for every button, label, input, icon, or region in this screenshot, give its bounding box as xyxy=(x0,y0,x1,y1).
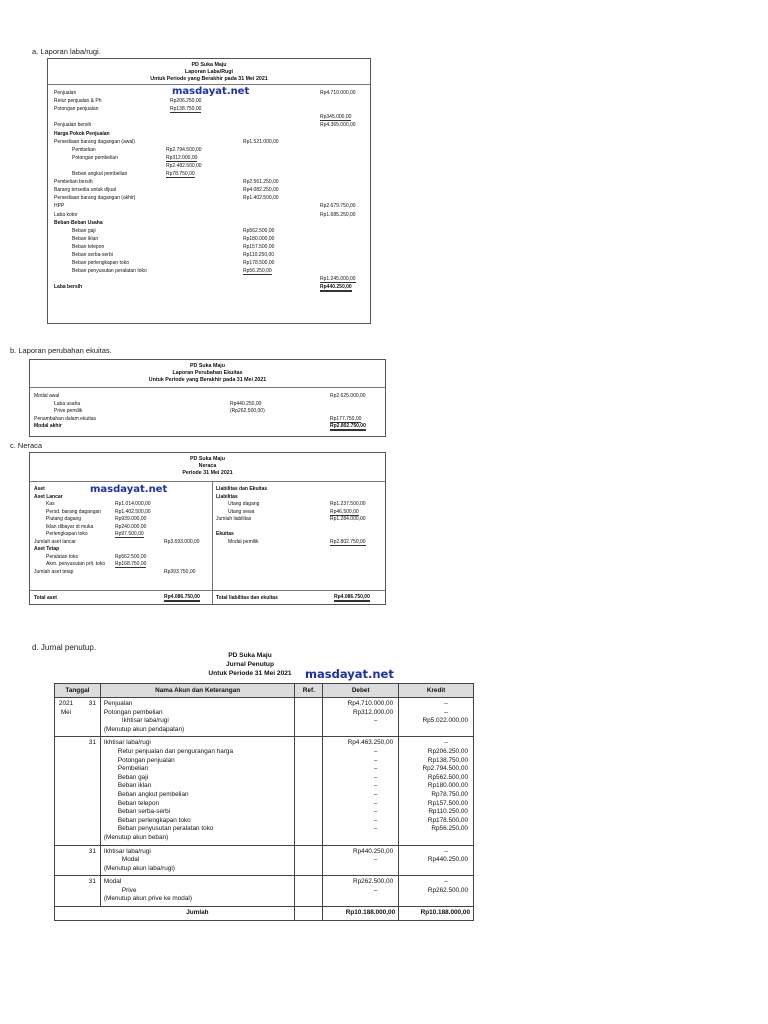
journal-account-line: Beban angkut pembelian xyxy=(117,790,189,798)
income-row-amount: Rp2.561.250,00 xyxy=(243,179,279,186)
journal-kredit-cell xyxy=(399,737,474,845)
report-title: Laporan Perubahan Ekuitas xyxy=(172,370,243,377)
company-name: PD Suka Maju xyxy=(228,652,272,659)
journal-account-line: Beban perlengkapan toko xyxy=(117,816,191,824)
journal-account-line: Beban gaji xyxy=(117,773,149,781)
income-row-label: Pembelian bersih xyxy=(54,179,93,186)
col-ref: Ref. xyxy=(295,684,323,698)
income-row-label: Persediaan barang dagangan (akhir) xyxy=(54,195,136,202)
income-row-amount: Rp56.250,00 xyxy=(243,268,272,275)
journal-kredit-value: Rp262.500,00 xyxy=(427,886,468,894)
equity-row-label: Prive pemilik xyxy=(54,408,83,414)
journal-period: Untuk Periode 31 Mei 2021 xyxy=(208,669,292,677)
journal-account-cell xyxy=(100,845,295,876)
journal-account-cell xyxy=(100,698,295,737)
balance-liability-label: Liabilitas xyxy=(216,493,238,500)
income-row-amount: Rp1.245.000,00 xyxy=(320,276,356,283)
watermark: masdayat.net xyxy=(172,86,250,97)
journal-kredit-cell xyxy=(399,698,474,737)
equity-row-amount: Rp177.750,00 xyxy=(330,415,362,422)
closing-journal-table xyxy=(54,683,474,921)
balance-asset-label: Jumlah aset tetap xyxy=(34,568,74,575)
income-statement xyxy=(47,58,371,324)
income-row-amount: Rp440.250,00 xyxy=(320,284,352,291)
journal-debet-value: Rp4.710.000,00 xyxy=(347,700,394,707)
journal-debet-value: – xyxy=(373,782,378,790)
balance-asset-label: Kas xyxy=(46,501,55,507)
balance-liability-label: Ekuitas xyxy=(216,531,234,537)
journal-account-line: Ikhtisar laba/rugi xyxy=(103,739,151,747)
watermark: masdayat.net xyxy=(90,484,168,495)
balance-liability-amount: Rp2.802.750,00 xyxy=(330,538,366,545)
report-title: Neraca xyxy=(198,463,217,470)
journal-account-line: (Menutup akun laba/rugi) xyxy=(103,864,175,872)
journal-entry-row xyxy=(55,845,474,876)
equity-row-label: Penambahan dalam ekuitas xyxy=(34,415,96,422)
journal-day: 31 xyxy=(88,700,96,707)
income-row-label: Beban gaji xyxy=(72,227,96,234)
journal-kredit-value: Rp138.750,00 xyxy=(427,756,468,764)
journal-entry-row xyxy=(55,698,474,737)
equity-row-label: Modal awal xyxy=(34,393,60,399)
income-row-amount: Rp138.750,00 xyxy=(170,106,202,113)
balance-asset-label: Iklan dibayar di muka xyxy=(46,523,94,530)
total-liabilities-equity-value: Rp4.086.750,00 xyxy=(334,594,370,600)
journal-entry-row xyxy=(55,876,474,907)
journal-debet-value: Rp4.463.250,00 xyxy=(347,739,394,747)
journal-debet-value: – xyxy=(373,717,378,725)
balance-liability-label: Utang dagang xyxy=(228,501,260,507)
journal-total-kredit: Rp10.188.000,00 xyxy=(399,907,474,921)
income-row-label: Potongan pembelian xyxy=(72,154,118,161)
journal-total-label: Jumlah xyxy=(100,907,295,921)
income-row-amount: Rp157.500,00 xyxy=(243,243,275,250)
total-assets-label: Total aset xyxy=(34,595,57,601)
balance-asset-label: Perlengkapan toko xyxy=(46,531,88,537)
company-name: PD Suka Maju xyxy=(191,62,227,68)
journal-day: 31 xyxy=(88,878,96,886)
balance-asset-amount: Rp562.500,00 xyxy=(115,553,147,560)
journal-debet-value: – xyxy=(373,856,378,864)
journal-account-line: Ikhtisar laba/rugi xyxy=(103,847,151,855)
section-a-label: a. Laporan laba/rugi. xyxy=(32,47,101,56)
income-row-amount: Rp1.402.500,00 xyxy=(243,195,279,202)
income-row-amount: Rp312.000,00 xyxy=(166,154,198,161)
journal-date-cell xyxy=(55,698,101,737)
journal-debet-value xyxy=(328,865,393,874)
journal-kredit-cell xyxy=(399,845,474,876)
journal-account-line: Beban telepon xyxy=(117,799,160,807)
balance-asset-label: Piutang dagang xyxy=(46,516,82,522)
journal-account-cell xyxy=(100,737,295,845)
balance-asset-total: Rp393.750,00 xyxy=(164,568,196,575)
income-row-label: Beban angkut pembelian xyxy=(72,171,128,177)
balance-asset-label: Aset xyxy=(34,486,45,492)
journal-kredit-value xyxy=(404,865,468,874)
journal-debet-value: Rp440.250,00 xyxy=(352,847,394,855)
income-statement-header xyxy=(48,62,370,84)
income-row-label: Beban telepon xyxy=(72,243,105,250)
total-assets-value: Rp4.086.750,00 xyxy=(164,594,200,600)
report-period: Periode 31 Mei 2021 xyxy=(182,470,233,477)
equity-row-amount: Rp2.802.750,00 xyxy=(330,423,366,429)
report-period: Untuk Periode yang Berakhir pada 31 Mei 2021 xyxy=(150,76,268,83)
income-row-label: HPP xyxy=(54,203,65,210)
journal-debet-cell xyxy=(323,845,399,876)
equity-row-label: Laba usaha xyxy=(54,400,81,407)
income-row-label: Barang tersedia untuk dijual xyxy=(54,187,116,194)
total-liabilities-equity-label: Total liabilitas dan ekuitas xyxy=(216,595,278,601)
journal-account-cell xyxy=(100,876,295,907)
balance-asset-label: Aset Tetap xyxy=(34,546,60,552)
journal-kredit-value xyxy=(404,834,468,843)
journal-kredit-value: Rp56.250,00 xyxy=(431,825,468,833)
section-b-label: b. Laporan perubahan ekuitas. xyxy=(10,346,112,355)
journal-account-line: Beban serba-serbi xyxy=(117,808,171,816)
journal-debet-value: – xyxy=(373,773,378,781)
journal-debet-value: – xyxy=(373,756,378,764)
balance-asset-label: Akm. penyusutan prlt. toko xyxy=(46,561,106,567)
journal-account-line: Retur penjualan dan pengurangan harga xyxy=(117,747,234,755)
journal-debet-value: – xyxy=(373,799,378,807)
journal-debet-value: Rp262.500,00 xyxy=(352,878,394,886)
income-row-label: Beban perlengkapan toko xyxy=(72,260,129,267)
balance-sheet-header xyxy=(30,456,385,478)
watermark: masdayat.net xyxy=(305,667,394,681)
journal-debet-cell xyxy=(323,737,399,845)
journal-ref-cell xyxy=(295,845,323,876)
journal-debet-cell xyxy=(323,876,399,907)
equity-row-amount: Rp440.250,00 xyxy=(230,400,262,407)
income-row-amount: Rp1.685.250,00 xyxy=(320,211,356,218)
income-row-label: Penjualan xyxy=(54,90,77,96)
col-debet: Debet xyxy=(323,684,399,698)
balance-liability-amount: Rp1.284.000,00 xyxy=(330,516,366,522)
journal-day: 31 xyxy=(88,739,96,747)
journal-account-line: Pembelian xyxy=(117,765,149,773)
journal-kredit-value: Rp178.500,00 xyxy=(427,816,468,824)
journal-ref-cell xyxy=(295,698,323,737)
journal-ref-cell xyxy=(295,737,323,845)
income-row-amount: Rp78.750,00 xyxy=(166,171,195,177)
journal-month: Mei xyxy=(60,708,72,716)
journal-account-line: Potongan pembelian xyxy=(103,708,163,716)
income-row-amount: Rp110.250,00 xyxy=(243,252,275,258)
journal-account-line: Beban iklan xyxy=(117,782,152,790)
col-tanggal: Tanggal xyxy=(55,684,101,698)
balance-liability-label: Modal pemilik xyxy=(228,538,259,545)
balance-asset-label: Aset Lancar xyxy=(34,493,63,500)
journal-debet-value xyxy=(328,726,393,735)
journal-debet-value: – xyxy=(373,886,378,894)
journal-day: 31 xyxy=(88,847,96,855)
journal-debet-value: – xyxy=(373,808,378,816)
journal-date-cell xyxy=(55,845,101,876)
income-row-label: Beban serba-serbi xyxy=(72,252,113,258)
income-row-label: Potongan penjualan xyxy=(54,106,99,113)
company-name: PD Suka Maju xyxy=(189,363,226,369)
journal-kredit-value: – xyxy=(444,708,448,716)
income-row-amount: Rp4.082.250,00 xyxy=(243,187,279,194)
journal-account-line: Penjualan xyxy=(103,700,133,707)
equity-statement xyxy=(29,359,386,437)
income-row-amount: Rp180.000,00 xyxy=(243,235,275,242)
journal-kredit-value: – xyxy=(444,878,448,886)
journal-account-line: Beban penyusutan peralatan toko xyxy=(117,825,214,833)
journal-kredit-value: Rp440.250,00 xyxy=(427,856,468,864)
income-row-amount: Rp562.500,00 xyxy=(243,227,275,234)
balance-asset-amount: Rp97.500,00 xyxy=(115,531,144,537)
income-row-label: Persediaan barang dagangan (awal) xyxy=(54,138,135,145)
journal-kredit-value: – xyxy=(444,739,448,747)
col-nama-akun: Nama Akun dan Keterangan xyxy=(100,684,295,698)
journal-debet-value: – xyxy=(373,790,378,798)
section-c-label: c. Neraca xyxy=(10,441,43,450)
balance-asset-amount: Rp240.000,00 xyxy=(115,523,147,530)
equity-row-amount: (Rp262.500,00) xyxy=(230,408,265,414)
journal-kredit-cell xyxy=(399,876,474,907)
balance-asset-amount: Rp168.750,00 xyxy=(115,561,147,567)
balance-asset-amount: Rp1.014.000,00 xyxy=(115,501,151,507)
journal-kredit-value: Rp110.250,00 xyxy=(428,808,468,816)
journal-debet-cell xyxy=(323,698,399,737)
income-row-amount: Rp2.482.500,00 xyxy=(166,162,202,169)
journal-kredit-value: – xyxy=(444,700,448,707)
journal-kredit-value: Rp78.750,00 xyxy=(431,790,468,798)
balance-asset-label: Jumlah aset lancar xyxy=(34,538,76,545)
balance-asset-total: Rp3.693.000,00 xyxy=(164,538,200,545)
income-row-amount: Rp4.710.000,00 xyxy=(320,90,356,96)
balance-liability-amount: Rp46.500,00 xyxy=(330,508,359,515)
journal-kredit-value: Rp5.022.000,00 xyxy=(422,717,468,725)
journal-account-line: Modal xyxy=(103,878,122,886)
journal-kredit-value: Rp157.500,00 xyxy=(427,799,468,807)
income-row-amount: Rp1.521.000,00 xyxy=(243,138,279,145)
income-row-label: Beban penyusutan peralatan toko xyxy=(72,268,147,275)
income-row-label: Penjualan bersih xyxy=(54,122,92,129)
journal-date-cell xyxy=(55,737,101,845)
journal-year: 2021 xyxy=(58,700,74,707)
journal-kredit-value xyxy=(404,726,468,735)
balance-asset-label: Persd. barang dagangan xyxy=(46,508,102,515)
balance-asset-amount: Rp1.402.500,00 xyxy=(115,508,151,515)
journal-account-line: Potongan penjualan xyxy=(117,756,175,764)
income-row-label: Pembelian xyxy=(72,146,96,153)
journal-kredit-value: Rp206.250,00 xyxy=(427,747,468,755)
company-name: PD Suka Maju xyxy=(189,456,226,462)
income-row-amount: Rp178.500,00 xyxy=(243,260,275,267)
income-row-amount: Rp345.000,00 xyxy=(320,114,352,121)
journal-account-line: (Menutup akun prive ke modal) xyxy=(103,895,192,903)
income-row-label: Beban iklan xyxy=(72,235,99,242)
journal-account-line: Prive xyxy=(121,886,137,894)
section-d-label: d. Jurnal penutup. xyxy=(32,643,97,652)
income-row-amount: Rp2.794.500,00 xyxy=(166,146,202,153)
journal-date-cell xyxy=(55,876,101,907)
journal-kredit-value: Rp180.000,00 xyxy=(427,782,468,790)
journal-entry-row xyxy=(55,737,474,845)
journal-kredit-value: Rp2.794.500,00 xyxy=(422,765,468,773)
journal-debet-value: – xyxy=(373,825,378,833)
income-row-label: Laba bersih xyxy=(54,284,83,291)
journal-kredit-value: Rp562.500,00 xyxy=(427,773,468,781)
income-row-label: Harga Pokok Penjualan xyxy=(54,130,110,137)
journal-total-debet: Rp10.188.000,00 xyxy=(323,907,399,921)
balance-liability-amount: Rp1.237.500,00 xyxy=(330,501,366,507)
income-row-label: Beban-Beban Usaha xyxy=(54,219,103,226)
journal-kredit-value: – xyxy=(444,847,448,855)
journal-debet-value: – xyxy=(373,816,378,824)
income-row-amount: Rp206.250,00 xyxy=(170,98,202,105)
journal-debet-value: – xyxy=(373,765,378,773)
balance-asset-amount: Rp939.000,00 xyxy=(115,516,147,522)
equity-row-label: Modal akhir xyxy=(34,423,62,429)
journal-account-line: (Menutup akun beban) xyxy=(103,833,169,841)
journal-debet-value: Rp312.000,00 xyxy=(352,708,394,716)
col-kredit: Kredit xyxy=(399,684,474,698)
journal-debet-value xyxy=(328,895,393,904)
balance-liability-label: Jumlah liabilitas xyxy=(216,516,252,522)
balance-sheet xyxy=(29,452,386,605)
journal-account-line: Ikhtisar laba/rugi xyxy=(121,717,169,725)
equity-statement-header xyxy=(30,363,385,385)
journal-ref-cell xyxy=(295,876,323,907)
journal-account-line: Modal xyxy=(121,856,140,864)
journal-debet-value xyxy=(328,834,393,843)
journal-title: Jurnal Penutup xyxy=(226,660,274,668)
report-period: Untuk Periode yang Berakhir pada 31 Mei 2021 xyxy=(148,377,267,384)
journal-debet-value: – xyxy=(373,747,378,755)
income-row-amount: Rp2.679.750,00 xyxy=(320,203,356,210)
report-title: Laporan Laba/Rugi xyxy=(185,69,233,76)
journal-account-line: (Menutup akun pendapatan) xyxy=(103,725,185,733)
balance-liability-label: Liabilitas dan Ekuitas xyxy=(216,486,268,492)
income-row-label: Retur penjualan & Ph xyxy=(54,98,102,105)
journal-kredit-value xyxy=(404,895,468,904)
balance-liability-label: Utang sewa xyxy=(228,508,255,515)
income-row-amount: Rp4.365.000,00 xyxy=(320,122,356,129)
balance-asset-label: Peralatan toko xyxy=(46,553,79,560)
income-row-label: Laba kotor xyxy=(54,211,78,218)
equity-row-amount: Rp2.625.000,00 xyxy=(330,393,366,399)
